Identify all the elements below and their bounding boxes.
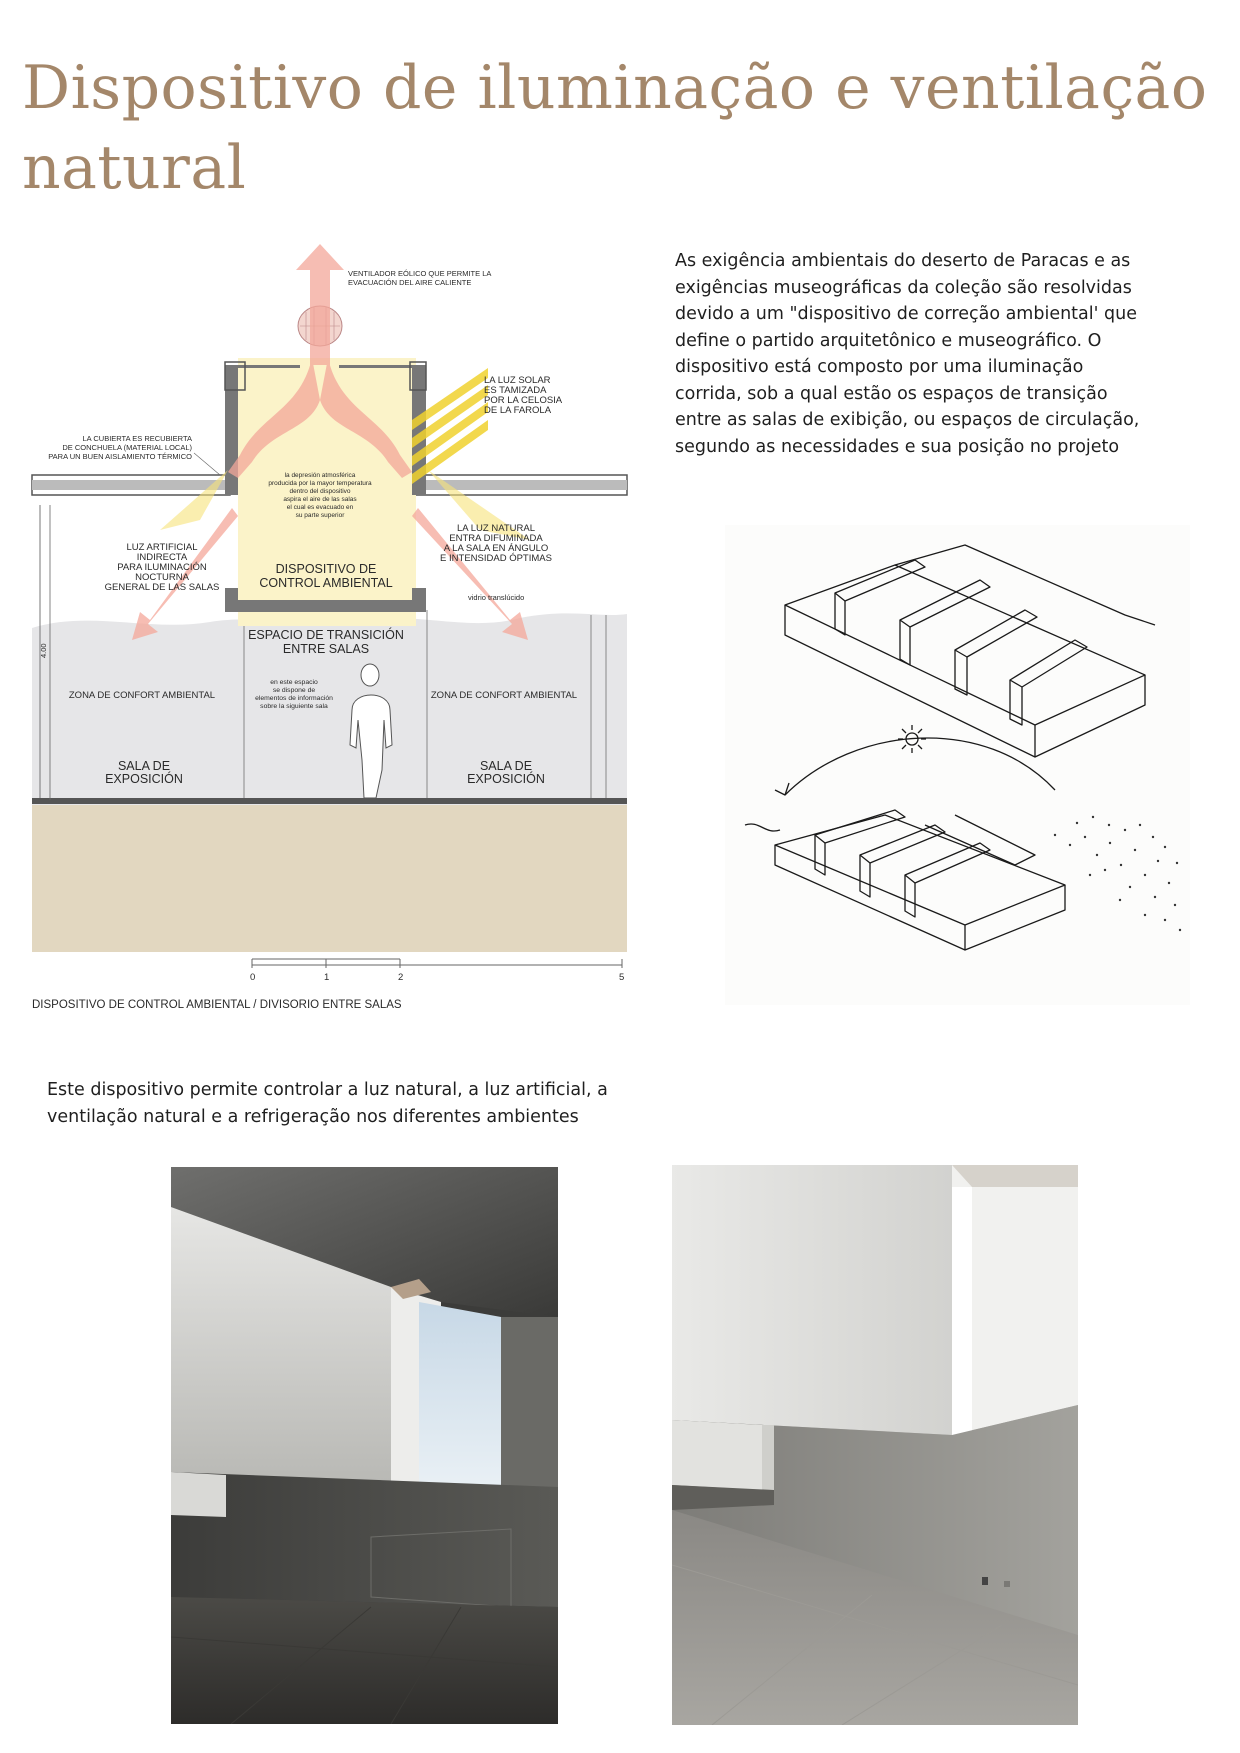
svg-text:DE LA FAROLA: DE LA FAROLA bbox=[484, 405, 552, 416]
svg-text:ES TAMIZADA: ES TAMIZADA bbox=[484, 385, 547, 396]
svg-text:POR LA CELOSIA: POR LA CELOSIA bbox=[484, 395, 563, 406]
device-caption: Este dispositivo permite controlar a luz natural, a luz artificial, a ventilação natural e a refrigeração nos diferentes ambientes bbox=[47, 1080, 608, 1127]
svg-text:se dispone de: se dispone de bbox=[272, 687, 316, 694]
svg-text:EXPOSICIÓN: EXPOSICIÓN bbox=[105, 772, 183, 786]
svg-text:LA CUBIERTA ES RECUBIERTA: LA CUBIERTA ES RECUBIERTA bbox=[82, 434, 192, 443]
svg-text:elementos de información: elementos de información bbox=[255, 695, 333, 702]
vidrio-label: vidrio translúcido bbox=[468, 593, 525, 602]
interior-photo-left bbox=[171, 1167, 558, 1724]
svg-text:2: 2 bbox=[398, 972, 404, 983]
svg-text:en este espacio: en este espacio bbox=[270, 679, 318, 686]
svg-text:SALA DE: SALA DE bbox=[479, 759, 533, 773]
svg-text:ENTRE SALAS: ENTRE SALAS bbox=[282, 642, 370, 656]
svg-text:ENTRA DIFUMINADA: ENTRA DIFUMINADA bbox=[449, 533, 543, 544]
svg-text:0: 0 bbox=[250, 972, 256, 983]
svg-text:dentro del dispositivo: dentro del dispositivo bbox=[289, 488, 351, 495]
svg-text:producida por la mayor tempera: producida por la mayor temperatura bbox=[268, 480, 372, 487]
cubierta-label bbox=[48, 434, 192, 461]
svg-text:sobre la siguiente sala: sobre la siguiente sala bbox=[260, 703, 328, 710]
natural-light-label bbox=[440, 523, 552, 564]
svg-text:la depresión atmosférica: la depresión atmosférica bbox=[284, 472, 356, 479]
svg-text:VENTILADOR EÓLICO QUE PERMITE: VENTILADOR EÓLICO QUE PERMITE LA bbox=[348, 269, 492, 278]
axonometric-sketch bbox=[725, 525, 1190, 1005]
svg-text:PARA ILUMINACIÓN: PARA ILUMINACIÓN bbox=[117, 562, 207, 573]
svg-text:5: 5 bbox=[619, 972, 625, 983]
svg-text:ESPACIO DE TRANSICIÓN: ESPACIO DE TRANSICIÓN bbox=[248, 628, 404, 642]
solar-label bbox=[484, 375, 563, 416]
ventilator-label bbox=[348, 269, 491, 287]
svg-text:NOCTURNA: NOCTURNA bbox=[135, 572, 189, 583]
svg-text:1: 1 bbox=[324, 972, 330, 983]
svg-text:DE CONCHUELA (MATERIAL LOCAL): DE CONCHUELA (MATERIAL LOCAL) bbox=[62, 443, 192, 452]
svg-text:A LA SALA EN ÁNGULO: A LA SALA EN ÁNGULO bbox=[443, 543, 549, 554]
svg-text:LA LUZ NATURAL: LA LUZ NATURAL bbox=[457, 523, 535, 534]
section-caption: DISPOSITIVO DE CONTROL AMBIENTAL / DIVISORIO ENTRE SALAS bbox=[32, 999, 402, 1011]
svg-text:LUZ ARTIFICIAL: LUZ ARTIFICIAL bbox=[126, 542, 198, 553]
svg-text:E INTENSIDAD ÓPTIMAS: E INTENSIDAD ÓPTIMAS bbox=[440, 553, 552, 564]
svg-text:GENERAL DE LAS SALAS: GENERAL DE LAS SALAS bbox=[104, 582, 220, 593]
intro-paragraph: As exigência ambientais do deserto de Paracas e as exigências museográficas da coleção são resolvidas devido a um "dispositivo de correção ambiental' que define o partido arquitetônico e museográfico. O dispositivo está composto por uma iluminação corrida, sob a qual estão os espaços de transição entre as salas de exibição, ou espaços de circulação, segundo as necessidades e sua posição no projeto bbox=[675, 251, 1140, 457]
comfort-left-label: ZONA DE CONFORT AMBIENTAL bbox=[68, 690, 216, 701]
svg-text:SALA DE: SALA DE bbox=[117, 759, 171, 773]
ground-fill bbox=[32, 802, 627, 952]
section-drawing bbox=[0, 240, 660, 1020]
scale-bar bbox=[250, 959, 624, 983]
svg-text:INDIRECTA: INDIRECTA bbox=[136, 552, 188, 563]
svg-text:EVACUACIÓN DEL AIRE CALIENTE: EVACUACIÓN DEL AIRE CALIENTE bbox=[348, 278, 472, 287]
comfort-right-label: ZONA DE CONFORT AMBIENTAL bbox=[430, 690, 578, 701]
svg-text:el cual es evacuado en: el cual es evacuado en bbox=[286, 504, 354, 511]
svg-text:su parte superior: su parte superior bbox=[295, 512, 345, 519]
svg-text:PARA UN BUEN AISLAMIENTO TÉRMI: PARA UN BUEN AISLAMIENTO TÉRMICO bbox=[48, 452, 192, 461]
svg-text:CONTROL AMBIENTAL: CONTROL AMBIENTAL bbox=[259, 576, 393, 590]
svg-text:DISPOSITIVO DE: DISPOSITIVO DE bbox=[275, 562, 377, 576]
svg-text:EXPOSICIÓN: EXPOSICIÓN bbox=[467, 772, 545, 786]
svg-text:aspira el aire de las salas: aspira el aire de las salas bbox=[283, 496, 357, 503]
svg-text:4.00: 4.00 bbox=[39, 643, 48, 658]
device-label bbox=[259, 562, 392, 590]
page-title: Dispositivo de iluminação e ventilação natural bbox=[22, 53, 1208, 203]
svg-text:LA LUZ SOLAR: LA LUZ SOLAR bbox=[484, 375, 551, 386]
interior-photo-right bbox=[672, 1165, 1078, 1725]
